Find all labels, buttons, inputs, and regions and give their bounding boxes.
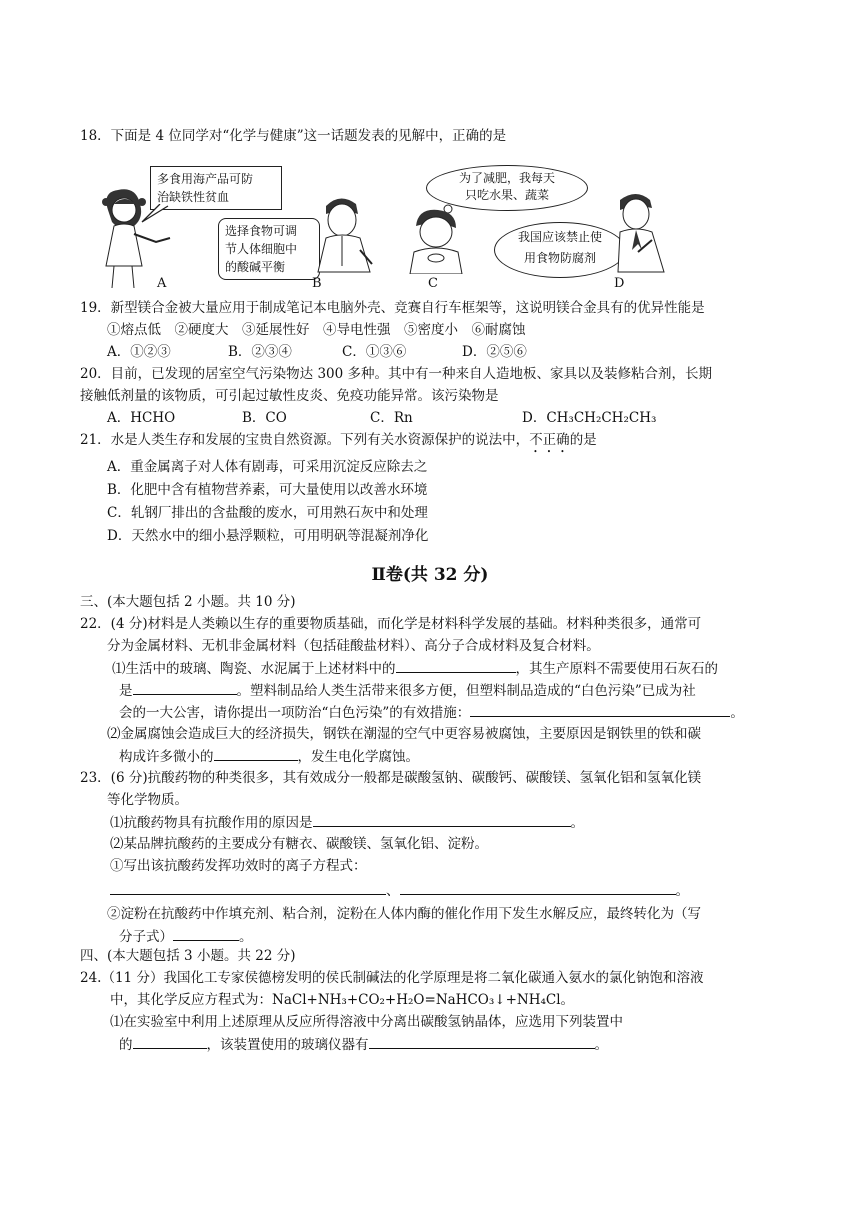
q22-line-1: 22．(4 分)材料是人类赖以生存的重要物质基础，而化学是材料科学发展的基础。材料种类很多，通常可 bbox=[80, 616, 702, 632]
cloud-d-line-1: 我国应该禁止使 bbox=[517, 230, 602, 244]
q23-line-4: ⑵某品牌抗酸药的主要成分有糖衣、碳酸镁、氢氧化铝、淀粉。 bbox=[110, 836, 488, 852]
person-d-illustration bbox=[610, 192, 670, 276]
q23-blank-3[interactable] bbox=[400, 880, 676, 895]
q19-option-a: A．①②③ bbox=[107, 344, 171, 360]
speech-bubble-b bbox=[218, 218, 320, 280]
q21-option-a: A．重金属离子对人体有剧毒，可采用沉淀反应除去之 bbox=[107, 459, 428, 475]
option-label-b: B bbox=[312, 276, 322, 291]
q21-option-d: D．天然水中的细小悬浮颗粒，可用明矾等混凝剂净化 bbox=[107, 528, 429, 544]
thought-cloud-d bbox=[494, 222, 626, 278]
q24-line-4: 的 ，该装置使用的玻璃仪器有 。 bbox=[119, 1034, 608, 1055]
q24-blank-2[interactable] bbox=[369, 1034, 595, 1049]
q21-stem-pre: 21．水是人类生存和发展的宝贵自然资源。下列有关水资源保护的说法中， bbox=[80, 432, 530, 448]
bubble-a-line-1: 多食用海产品可防 bbox=[157, 172, 254, 186]
part-4-heading: 四、(本大题包括 3 小题。共 22 分) bbox=[80, 948, 296, 964]
q19-items: ①熔点低 ②硬度大 ③延展性好 ④导电性强 ⑤密度小 ⑥耐腐蚀 bbox=[107, 322, 526, 338]
q23-blank-1[interactable] bbox=[313, 812, 571, 827]
person-b-illustration bbox=[312, 196, 382, 276]
q19-option-c: C．①③⑥ bbox=[342, 344, 407, 360]
q18-stem: 18．下面是 4 位同学对“化学与健康”这一话题发表的见解中，正确的是 bbox=[80, 128, 507, 144]
q23-line-3-text: ⑴抗酸药物具有抗酸作用的原因是 bbox=[110, 815, 313, 831]
q22-line-3-text-a: ⑴生活中的玻璃、陶瓷、水泥属于上述材料中的 bbox=[112, 661, 396, 677]
q22-line-6: ⑵金属腐蚀会造成巨大的经济损失，钢铁在潮湿的空气中更容易被腐蚀，主要原因是钢铁里的铁和碳 bbox=[107, 726, 701, 742]
q21-stem-post: 的是 bbox=[569, 432, 597, 448]
q22-line-2: 分为金属材料、无机非金属材料（包括硅酸盐材料）、高分子合成材料及复合材料。 bbox=[107, 638, 600, 654]
bubble-a-line-2: 治缺铁性贫血 bbox=[157, 190, 230, 204]
q21-stem-emphasis: 不正确 bbox=[529, 432, 570, 448]
q23-line-6: 、 。 bbox=[110, 880, 689, 901]
q24-line-1: 24.（11 分）我国化工专家侯德榜发明的侯氏制碱法的化学原理是将二氧化碳通入氨水的氯化钠饱和溶液 bbox=[80, 970, 704, 986]
q21-stem bbox=[80, 430, 597, 456]
q22-line-7-text-a: 构成许多微小的 bbox=[119, 749, 214, 765]
part-3-heading: 三、(本大题包括 2 小题。共 10 分) bbox=[80, 594, 296, 610]
q22-line-7 bbox=[119, 746, 419, 767]
q23-line-8: 分子式） 。 bbox=[119, 926, 253, 947]
q22-line-4-text-b: 。塑料制品给人类生活带来很多方便，但塑料制品造成的“白色污染”已成为社 bbox=[236, 683, 696, 699]
q23-blank-4[interactable] bbox=[173, 926, 239, 941]
q24-line-4-text-a: 的 bbox=[119, 1037, 133, 1053]
q23-line-5: ①写出该抗酸药发挥功效时的离子方程式： bbox=[110, 858, 367, 874]
q22-line-7-text-b: ，发生电化学腐蚀。 bbox=[297, 749, 419, 765]
q22-line-3-text-b: ，其生产原料不需要使用石灰石的 bbox=[515, 661, 718, 677]
q23-line-1: 23．(6 分)抗酸药物的种类很多，其有效成分一般都是碳酸氢钠、碳酸钙、碳酸镁、氢氧化铝和氢氧化镁 bbox=[80, 770, 702, 786]
section-2-title: Ⅱ卷(共 32 分) bbox=[371, 565, 489, 585]
bubble-a-tail bbox=[140, 204, 170, 224]
q24-line-4-text-b: ，该装置使用的玻璃仪器有 bbox=[206, 1037, 369, 1053]
q22-blank-1[interactable] bbox=[396, 658, 516, 673]
q24-line-3: ⑴在实验室中利用上述原理从反应所得溶液中分离出碳酸氢钠晶体，应选用下列装置中 bbox=[110, 1014, 623, 1030]
q24-line-2-text: 中，其化学反应方程式为： bbox=[110, 992, 272, 1008]
q22-line-4-text-a: 是 bbox=[119, 683, 133, 699]
q21-option-c: C．轧钢厂排出的含盐酸的废水，可用熟石灰中和处理 bbox=[107, 505, 428, 521]
person-c-illustration bbox=[406, 208, 466, 274]
q23-line-3: ⑴抗酸药物具有抗酸作用的原因是 。 bbox=[110, 812, 584, 833]
option-label-a: A bbox=[157, 276, 167, 291]
bubble-b-line-2: 节人体细胞中 bbox=[225, 242, 298, 256]
q23-blank-2[interactable] bbox=[110, 880, 386, 895]
q22-line-5: 会的一大公害，请你提出一项防治“白色污染”的有效措施： 。 bbox=[119, 702, 744, 723]
cloud-c-line-2: 只吃水果、蔬菜 bbox=[464, 188, 549, 202]
q20-option-a: A．HCHO bbox=[107, 410, 176, 426]
q22-blank-3[interactable] bbox=[470, 702, 730, 717]
q22-blank-4[interactable] bbox=[214, 746, 298, 761]
option-label-c: C bbox=[428, 276, 438, 291]
q19-option-b: B．②③④ bbox=[228, 344, 292, 360]
q21-option-b: B．化肥中含有植物营养素，可大量使用以改善水环境 bbox=[107, 482, 428, 498]
cloud-c-line-1: 为了减肥，我每天 bbox=[458, 171, 555, 185]
q23-line-7: ②淀粉在抗酸药中作填充剂、粘合剂，淀粉在人体内酶的催化作用下发生水解反应，最终转化为（写 bbox=[107, 906, 701, 922]
q19-option-d: D．②⑤⑥ bbox=[462, 344, 527, 360]
q20-option-d: D．CH₃CH₂CH₂CH₃ bbox=[522, 410, 657, 426]
q22-line-4 bbox=[119, 680, 696, 701]
q23-line-2: 等化学物质。 bbox=[107, 792, 188, 808]
q20-stem-line-2: 接触低剂量的该物质，可引起过敏性皮炎、免疫功能异常。该污染物是 bbox=[80, 388, 499, 404]
q20-option-c: C．Rn bbox=[370, 410, 413, 426]
q23-line-8-text: 分子式） bbox=[119, 929, 173, 945]
q22-line-3 bbox=[112, 658, 718, 679]
q24-line-2 bbox=[110, 990, 574, 1010]
q20-stem-line-1: 20．目前，已发现的居室空气污染物达 300 多种。其中有一种来自人造地板、家具以及装修粘合剂，长期 bbox=[80, 366, 713, 382]
bubble-b-line-3: 的酸碱平衡 bbox=[225, 260, 286, 274]
q20-option-b: B．CO bbox=[242, 410, 287, 426]
q24-blank-1[interactable] bbox=[133, 1034, 207, 1049]
option-label-d: D bbox=[614, 276, 625, 291]
q22-blank-2[interactable] bbox=[133, 680, 237, 695]
q24-equation: NaCl+NH₃+CO₂+H₂O=NaHCO₃↓+NH₄Cl。 bbox=[272, 992, 575, 1008]
q19-stem: 19．新型镁合金被大量应用于制成笔记本电脑外壳、竞赛自行车框架等，这说明镁合金具有的优异性能是 bbox=[80, 300, 705, 316]
q22-line-5-text: 会的一大公害，请你提出一项防治“白色污染”的有效措施： bbox=[119, 705, 471, 721]
cloud-d-line-2: 用食物防腐剂 bbox=[523, 251, 596, 265]
bubble-b-line-1: 选择食物可调 bbox=[225, 224, 298, 238]
